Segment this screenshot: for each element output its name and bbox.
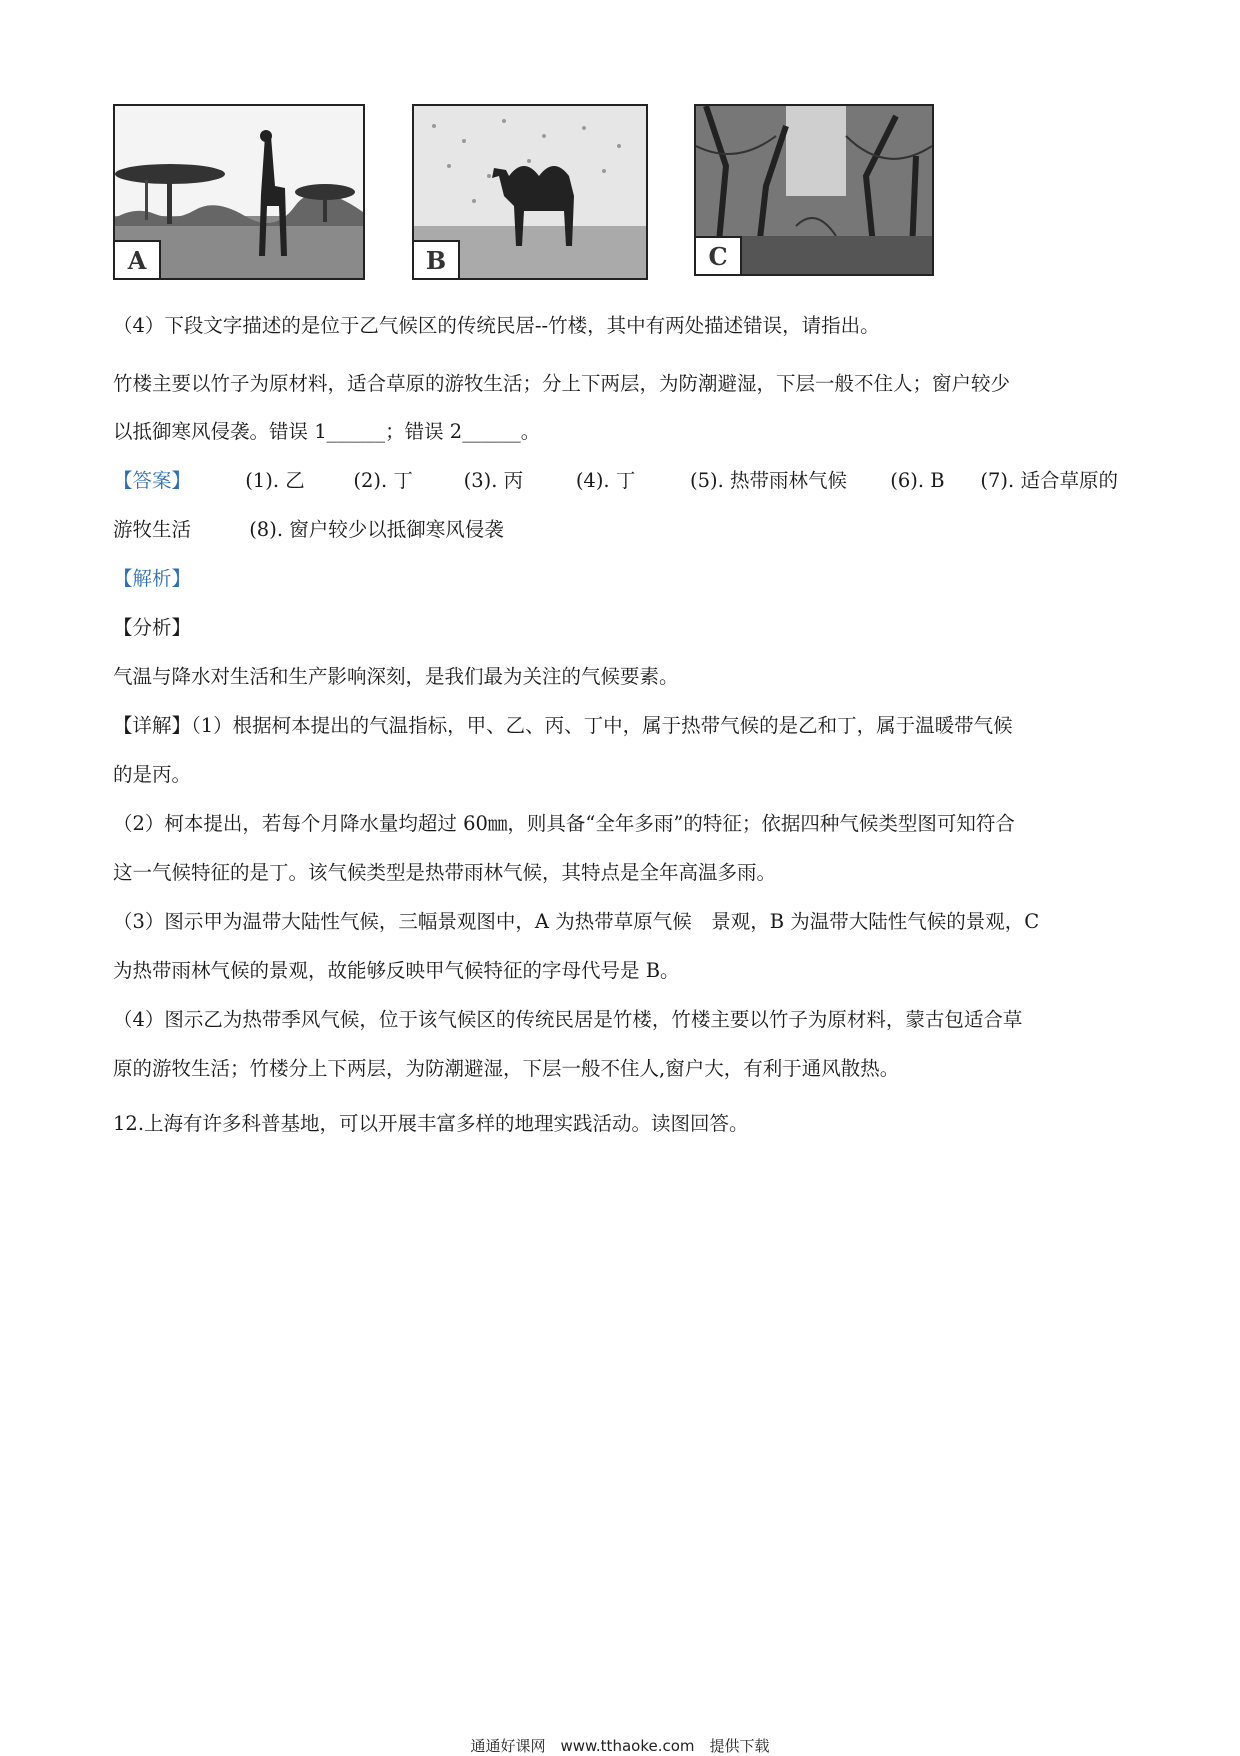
p2-line1: （2）柯本提出，若每个月降水量均超过 60㎜，则具备“全年多雨”的特征；依据四种气候类型图可知符合 [113, 812, 1015, 835]
p4-line1: （4）图示乙为热带季风气候，位于该气候区的传统民居是竹楼，竹楼主要以竹子为原材料，蒙古包适合草 [113, 1008, 1023, 1031]
answer-item-5: (5). 热带雨林气候 [690, 469, 848, 492]
answer-line2 [113, 516, 504, 544]
answer-item-8: (8). 窗户较少以抵御寒风侵袭 [249, 518, 504, 541]
answer-line1 [113, 467, 1118, 495]
figure-label-b: B [414, 240, 460, 278]
p2-line2: 这一气候特征的是丁。该气候类型是热带雨林气候，其特点是全年高温多雨。 [113, 861, 777, 884]
figure-c [694, 104, 934, 276]
figure-b [412, 104, 648, 280]
analysis-sub-tag: 【分析】 [113, 616, 192, 639]
p3-line2: 为热带雨林气候的景观，故能够反映甲气候特征的字母代号是 B。 [113, 959, 680, 982]
figure-label-a: A [115, 240, 161, 278]
answer-item-2: (2). 丁 [353, 469, 413, 492]
figure-a [113, 104, 365, 280]
q12-prompt: 12.上海有许多科普基地，可以开展丰富多样的地理实践活动。读图回答。 [113, 1112, 749, 1135]
answer-item-3: (3). 丙 [463, 469, 524, 492]
analysis-summary: 气温与降水对生活和生产影响深刻，是我们最为关注的气候要素。 [113, 665, 679, 688]
q4-text-line2: 以抵御寒风侵袭。错误 1______；错误 2______。 [113, 420, 541, 443]
figure-label-c: C [696, 236, 742, 274]
answer-item-6: (6). B [890, 469, 945, 492]
p3-line1: （3）图示甲为温带大陆性气候，三幅景观图中，A 为热带草原气候 景观，B 为温带大陆性气候的景观，C [113, 910, 1040, 933]
detail-line1: 【详解】（1）根据柯本提出的气温指标，甲、乙、丙、丁中，属于热带气候的是乙和丁，属于温暖带气候 [113, 714, 1013, 737]
answer-item-4: (4). 丁 [575, 469, 636, 492]
q4-prompt: （4）下段文字描述的是位于乙气候区的传统民居--竹楼，其中有两处描述错误，请指出。 [113, 314, 880, 337]
p4-line2: 原的游牧生活；竹楼分上下两层，为防潮避湿，下层一般不住人,窗户大，有利于通风散热。 [113, 1057, 900, 1080]
detail-line2: 的是丙。 [113, 763, 192, 786]
analysis-tag: 【解析】 [113, 567, 192, 590]
q4-text-line1: 竹楼主要以竹子为原材料，适合草原的游牧生活；分上下两层，为防潮避湿，下层一般不住人；窗户较少 [113, 372, 1011, 395]
answer-item-1: (1). 乙 [245, 469, 305, 492]
answer-tag: 【答案】 [113, 469, 192, 492]
answer-line2-prefix: 游牧生活 [113, 518, 192, 541]
page-footer: 通通好课网 www.tthaoke.com 提供下载 [470, 1737, 770, 1755]
answer-item-7: (7). 适合草原的 [980, 469, 1118, 492]
